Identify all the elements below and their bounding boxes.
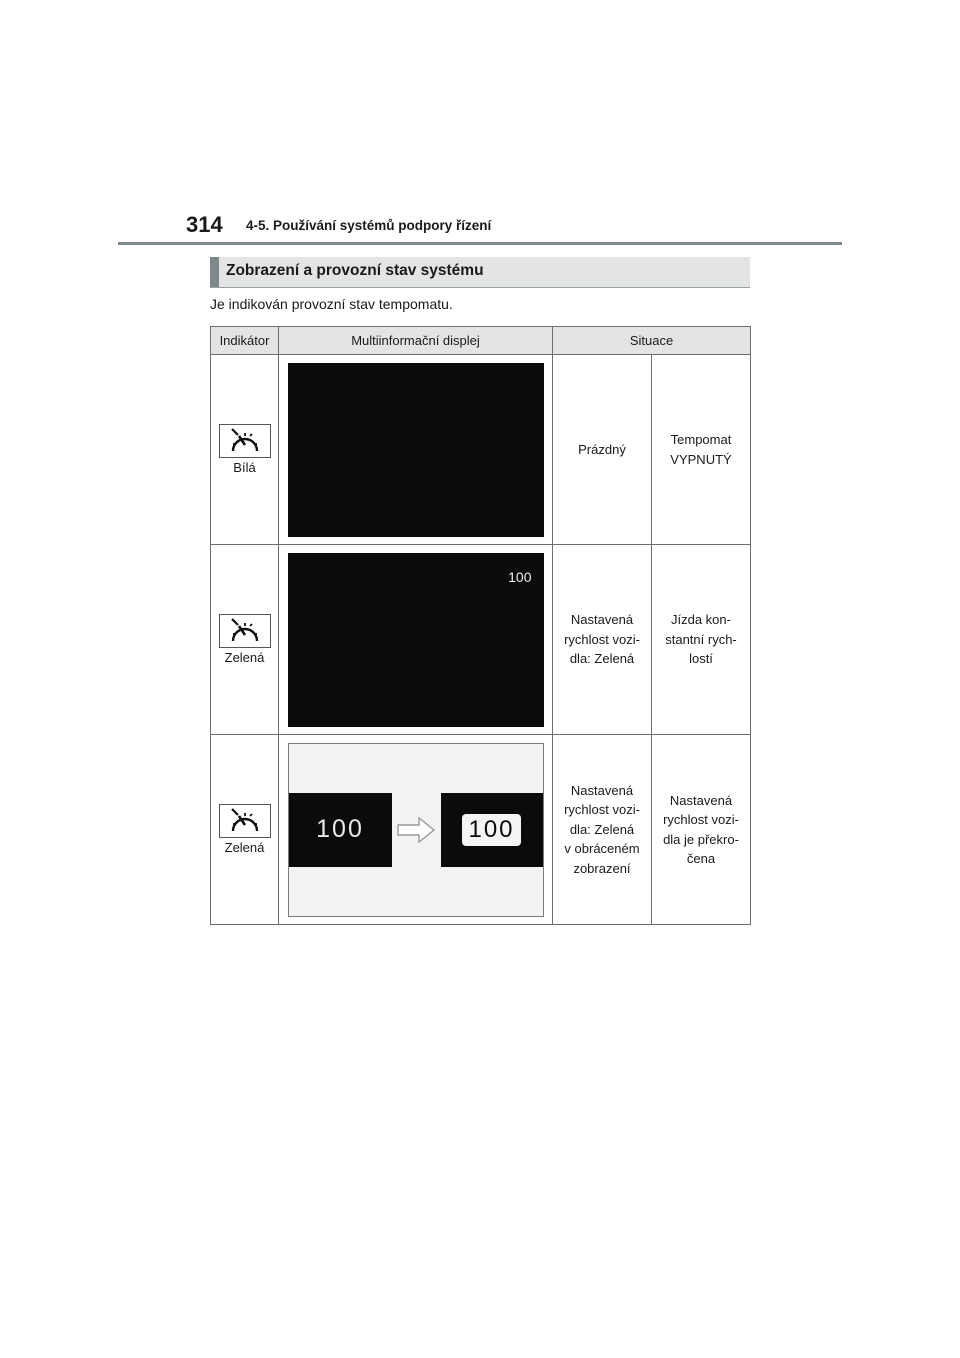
set-speed-normal: 100 <box>316 815 364 843</box>
header-display: Multiinformační displej <box>279 327 553 355</box>
speed-inverted-display <box>441 793 543 867</box>
set-speed-readout: 100 <box>508 568 532 585</box>
section-heading <box>210 257 750 288</box>
speedometer-cruise-icon <box>219 424 271 458</box>
indicator-color-label: Bílá <box>233 460 256 475</box>
display-screen-speed <box>288 553 544 727</box>
header-situation: Situace <box>553 327 751 355</box>
header-indicator: Indikátor <box>211 327 279 355</box>
display-cell <box>279 735 553 925</box>
situation-cell <box>652 355 751 545</box>
display-screen-blank <box>288 363 544 537</box>
cruise-status-table <box>210 326 751 925</box>
indicator-cell <box>211 545 279 735</box>
situation-line: Tempomat <box>670 432 732 447</box>
situation-cell <box>652 735 751 925</box>
table-header-row <box>211 327 751 355</box>
situation-line: stantní rych- <box>665 631 737 647</box>
situation-line: dla je překro- <box>663 831 739 847</box>
situation-line: čena <box>686 851 716 866</box>
situation-line: Prázdný <box>578 441 626 457</box>
display-cell <box>279 355 553 545</box>
page-number: 314 <box>186 212 223 237</box>
situation-line: rychlost vozi- <box>663 812 739 827</box>
display-screen-inverted <box>288 743 544 917</box>
situation-line: zobrazení <box>573 860 631 876</box>
indicator-color-label: Zelená <box>224 650 265 665</box>
situation-line: Jízda kon- <box>671 612 731 628</box>
section-heading-bar <box>210 257 219 287</box>
situation-line: Nastavená <box>570 782 634 798</box>
situation-cell <box>553 545 652 735</box>
situation-cell <box>652 545 751 735</box>
intro-paragraph: Je indikován provozní stav tempomatu. <box>210 296 453 312</box>
indicator-cell <box>211 355 279 545</box>
header-rule <box>118 242 842 245</box>
table-row <box>211 355 751 545</box>
set-speed-inverted: 100 <box>462 814 520 846</box>
indicator-color-label: Zelená <box>224 840 265 855</box>
indicator-cell <box>211 735 279 925</box>
situation-line: dla: Zelená <box>569 821 635 837</box>
situation-line: rychlost vozi- <box>564 631 640 647</box>
situation-line: VYPNUTÝ <box>670 451 732 467</box>
table-row <box>211 545 751 735</box>
situation-line: v obráceném <box>564 841 640 857</box>
situation-cell <box>553 735 652 925</box>
speedometer-cruise-icon <box>219 804 271 838</box>
situation-line: rychlost vozi- <box>564 802 640 818</box>
display-cell <box>279 545 553 735</box>
situation-line: Nastavená <box>669 792 733 808</box>
situation-line: lostí <box>689 651 713 667</box>
section-heading-text: Zobrazení a provozní stav systému <box>226 262 484 279</box>
running-head: 4-5. Používání systémů podpory řízení <box>246 218 492 233</box>
arrow-right-icon <box>397 817 435 843</box>
situation-line: Nastavená <box>570 612 634 628</box>
situation-line: dla: Zelená <box>569 651 635 667</box>
table-row <box>211 735 751 925</box>
speedometer-cruise-icon <box>219 614 271 648</box>
situation-cell <box>553 355 652 545</box>
speed-normal-display <box>289 793 392 867</box>
